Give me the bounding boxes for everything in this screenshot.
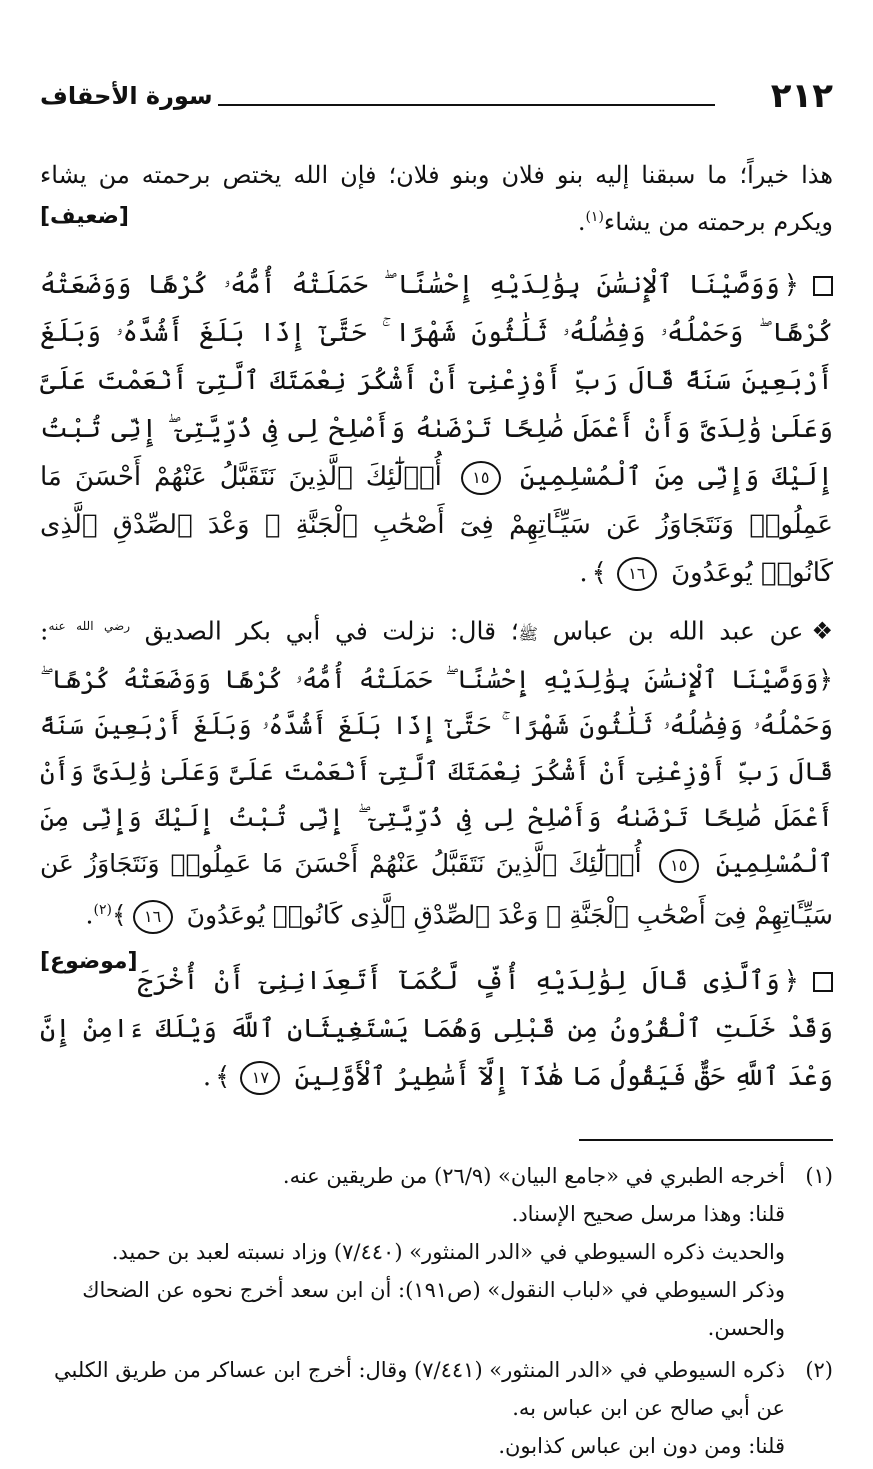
page-number: ٢١٢ <box>770 76 833 116</box>
honorific-text: رضي الله عنه <box>48 619 131 633</box>
footnote-line: والحديث ذكره السيوطي في «الدر المنثور» (٧/٤٤٠) وزاد نسبته لعبد بن حميد. <box>111 1239 785 1264</box>
page-header <box>40 60 833 120</box>
verse-close-bracket: ﴾ <box>591 558 607 588</box>
book-page <box>40 60 833 1469</box>
verse-15-text: وَوَصَّيْنَا ٱلْإِنسَٰنَ بِوَٰلِدَيْهِ إِحْسَٰنًا ۖ حَمَلَتْهُ أُمُّهُۥ كُرْهًا وَوَضَعَتْهُ كُرْهًا ۖ وَحَمْلُهُۥ وَفِصَٰلُهُۥ ثَلَٰثُونَ شَهْرًا ۚ حَتَّىٰٓ إِذَا بَلَغَ أَشُدَّهُۥ وَبَلَغَ أَرْبَعِينَ سَنَةً قَالَ رَبِّ أَوْزِعْنِىٓ أَنْ أَشْكُرَ نِعْمَتَكَ ٱلَّتِىٓ أَنْعَمْتَ عَلَىَّ وَعَلَىٰ وَٰلِدَىَّ وَأَنْ أَعْمَلَ صَٰلِحًا تَرْضَىٰهُ وَأَصْلِحْ لِى فِى ذُرِّيَّتِىٓ ۖ إِنِّى تُبْتُ إِلَيْكَ وَإِنِّى مِنَ ٱلْمُسْلِمِينَ <box>40 270 834 492</box>
footnote-number: (١) <box>805 1163 833 1188</box>
grade-weak: [ضعيف] <box>40 204 129 229</box>
square-bullet-icon <box>813 972 833 992</box>
verse-16-text: أُو۟لَٰٓئِكَ ٱلَّذِينَ نَتَقَبَّلُ عَنْهُمْ أَحْسَنَ مَا عَمِلُوا۟ وَنَتَجَاوَزُ عَن سَيِّـَٔاتِهِمْ فِىٓ أَصْحَٰبِ ٱلْجَنَّةِ ۖ وَعْدَ ٱلصِّدْقِ ٱلَّذِى كَانُوا۟ يُوعَدُونَ <box>40 462 833 588</box>
hadith-verse-number-15: ١٥ <box>659 849 699 883</box>
hadith-end: . <box>85 900 94 930</box>
footnote-line: ذكره السيوطي في «الدر المنثور» (٧/٤٤١) وقال: أخرج ابن عساكر من طريق الكلبي عن أبي صالح عن ابن عباس به. <box>54 1357 785 1420</box>
hadith-said: ؛ قال: نزلت في أبي بكر الصديق <box>144 616 519 646</box>
footnote-1 <box>40 1157 833 1347</box>
verse-number-17: ١٧ <box>240 1061 280 1095</box>
verse-number-15: ١٥ <box>461 461 501 495</box>
quran-verse-17 <box>40 957 833 1101</box>
hadith-verse-number-16: ١٦ <box>133 900 173 934</box>
honorific-glyph: ﷺ <box>518 624 538 644</box>
square-bullet-icon <box>813 276 833 296</box>
footnotes <box>40 1157 833 1465</box>
footnote-rule <box>579 1139 833 1141</box>
verse-number-16: ١٦ <box>617 557 657 591</box>
header-rule <box>218 104 715 106</box>
grade-fabricated: [موضوع] <box>40 948 138 974</box>
footnote-number: (٢) <box>805 1357 833 1382</box>
intro-end: . <box>577 208 586 236</box>
footnote-ref-2: (٢) <box>93 902 112 919</box>
surah-title: سورة الأحقاف <box>40 82 213 110</box>
footnote-ref-1: (١) <box>585 209 604 225</box>
verse2-end: . <box>202 1061 212 1092</box>
verse-open-bracket: ﴿ <box>783 270 799 300</box>
footnote-line: وذكر السيوطي في «لباب النقول» (ص١٩١): أن ابن سعد أخرج نحوه عن الضحاك والحسن. <box>82 1277 785 1340</box>
quran-verse-15-16 <box>40 261 833 597</box>
hadith-narrator: عن عبد الله بن عباس <box>552 616 804 646</box>
diamond-bullet-icon: ❖ <box>811 617 833 646</box>
footnote-line: قلنا: وهذا مرسل صحيح الإسناد. <box>511 1201 785 1226</box>
hadith-verse-16-text: أُو۟لَٰٓئِكَ ٱلَّذِينَ نَتَقَبَّلُ عَنْهُمْ أَحْسَنَ مَا عَمِلُوا۟ وَنَتَجَاوَزُ عَن سَيِّـَٔاتِهِمْ فِىٓ أَصْحَٰبِ ٱلْجَنَّةِ ۖ وَعْدَ ٱلصِّدْقِ ٱلَّذِى كَانُوا۟ يُوعَدُونَ <box>40 849 833 930</box>
hadith-close-bracket: ﴾ <box>111 900 127 930</box>
verse2-close-bracket: ﴾ <box>215 1061 231 1092</box>
hadith-paragraph <box>40 603 833 974</box>
hadith-verse-15-text: وَوَصَّيْنَا ٱلْإِنسَٰنَ بِوَٰلِدَيْهِ إِحْسَٰنًا ۖ حَمَلَتْهُ أُمُّهُۥ كُرْهًا وَوَضَعَتْهُ كُرْهًا ۖ وَحَمْلُهُۥ وَفِصَٰلُهُۥ ثَلَٰثُونَ شَهْرًا ۚ حَتَّىٰٓ إِذَا بَلَغَ أَشُدَّهُۥ وَبَلَغَ أَرْبَعِينَ سَنَةً قَالَ رَبِّ أَوْزِعْنِىٓ أَنْ أَشْكُرَ نِعْمَتَكَ ٱلَّتِىٓ أَنْعَمْتَ عَلَىَّ وَعَلَىٰ وَٰلِدَىَّ وَأَنْ أَعْمَلَ صَٰلِحًا تَرْضَىٰهُ وَأَصْلِحْ لِى فِى ذُرِّيَّتِىٓ ۖ إِنِّى تُبْتُ إِلَيْكَ وَإِنِّى مِنَ ٱلْمُسْلِمِينَ <box>40 665 833 879</box>
intro-paragraph <box>40 154 833 243</box>
verse2-open-bracket: ﴿ <box>783 965 799 996</box>
verse-17-text: وَٱلَّذِى قَالَ لِوَٰلِدَيْهِ أُفٍّ لَّكُمَآ أَتَعِدَانِنِىٓ أَنْ أُخْرَجَ وَقَدْ خَلَتِ ٱلْقُرُونُ مِن قَبْلِى وَهُمَا يَسْتَغِيثَانِ ٱللَّهَ وَيْلَكَ ءَامِنْ إِنَّ وَعْدَ ٱللَّهِ حَقٌّ فَيَقُولُ مَا هَٰذَآ إِلَّآ أَسَٰطِيرُ ٱلْأَوَّلِينَ <box>40 965 833 1092</box>
footnote-line: قلنا: ومن دون ابن عباس كذابون. <box>498 1433 785 1458</box>
footnote-line: أخرجه الطبري في «جامع البيان» (٢٦/٩) من طريقين عنه. <box>282 1163 785 1188</box>
intro-text: هذا خيراً؛ ما سبقنا إليه بنو فلان وبنو فلان؛ فإن الله يختص برحمته من يشاء ويكرم برحمته من يشاء <box>40 161 833 236</box>
hadith-open-bracket: : ﴿ <box>40 616 833 695</box>
verse-end: . <box>579 558 588 588</box>
footnote-2 <box>40 1351 833 1465</box>
